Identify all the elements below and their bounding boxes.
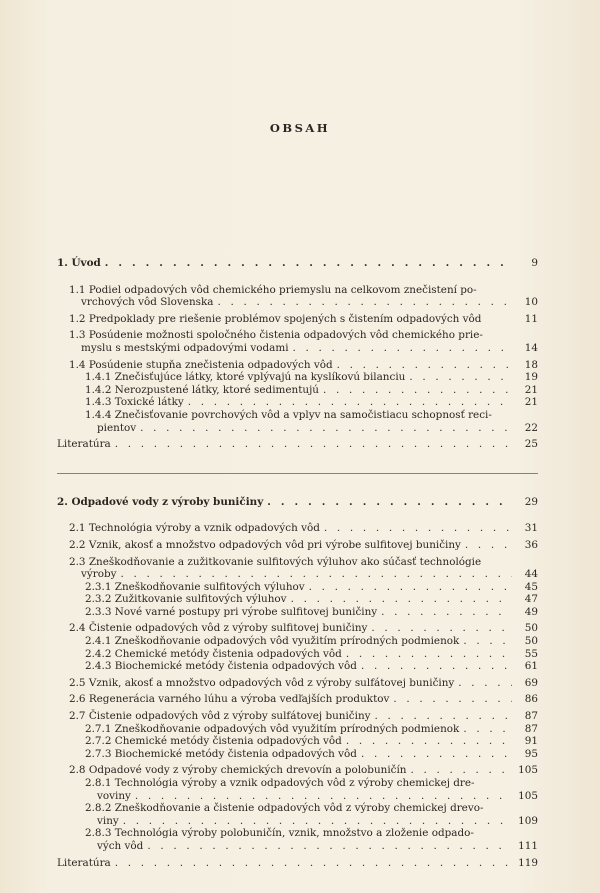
- dot-leader: [346, 735, 512, 748]
- toc-entry-text: 1.4 Posúdenie stupňa znečistenia odpadových vôd: [69, 358, 333, 371]
- toc-entry-text: 2.6 Regenerácia varného lúhu a výroba vedľajších produktov: [69, 693, 390, 706]
- toc-entry: [57, 359, 538, 372]
- toc-chapter: [57, 257, 538, 270]
- page-number: 86: [524, 693, 538, 706]
- toc-entry: [57, 748, 538, 761]
- dot-leader: [135, 790, 512, 803]
- toc-entry-text: 2.4.1 Zneškodňovanie odpadových vôd využitím prírodných podmienok: [85, 635, 460, 648]
- toc-entry-text: 2.4.3 Biochemické metódy čistenia odpadových vôd: [85, 660, 357, 673]
- table-of-contents: [57, 257, 538, 869]
- toc-entry-text: 2.1 Technológia výroby a vznik odpadových vôd: [69, 522, 320, 535]
- page-number: 119: [518, 856, 538, 869]
- toc-entry: [57, 409, 538, 434]
- dot-leader: [309, 581, 512, 594]
- page-number: 95: [524, 747, 538, 760]
- toc-entry: [57, 660, 538, 673]
- toc-entry-text: 1.4.4 Znečisťovanie povrchových vôd a vplyv na samočistiacu schopnosť reci-: [85, 408, 492, 421]
- toc-entry-text: myslu s mestskými odpadovými vodami: [81, 341, 289, 354]
- page-number: 105: [518, 789, 538, 802]
- toc-entry-text: 2.7.1 Zneškodňovanie odpadových vôd využitím prírodných podmienok: [85, 722, 460, 735]
- toc-entry-text: 2.4 Čistenie odpadových vôd z výroby sulfitovej buničiny: [69, 622, 368, 635]
- dot-leader: [123, 815, 512, 828]
- page-number: 45: [524, 580, 538, 593]
- page-number: 91: [524, 735, 538, 748]
- toc-entry: [57, 735, 538, 748]
- toc-entry-text: 2. Odpadové vody z výroby buničiny: [57, 495, 264, 508]
- page-number: 47: [524, 593, 538, 606]
- toc-entry: [57, 606, 538, 619]
- page-number: 111: [518, 839, 538, 852]
- dot-leader: [361, 660, 512, 673]
- toc-entry-text: výroby: [81, 568, 117, 581]
- toc-entry-text: 2.5 Vznik, akosť a množstvo odpadových vôd z výroby sulfátovej buničiny: [69, 676, 455, 689]
- dot-leader: [323, 384, 512, 397]
- dot-leader: [337, 359, 512, 372]
- toc-entry-text: 2.8 Odpadové vody z výroby chemických drevovín a polobuničín: [69, 764, 407, 777]
- toc-entry-text: 2.7.2 Chemické metódy čistenia odpadových vôd: [85, 735, 342, 748]
- page-number: 109: [518, 814, 538, 827]
- dot-leader: [147, 840, 512, 853]
- dot-leader: [458, 677, 512, 690]
- toc-entry-text: 2.7 Čistenie odpadových vôd z výroby sulfátovej buničiny: [69, 710, 371, 723]
- dot-leader: [115, 438, 512, 451]
- page-number: 105: [518, 764, 538, 777]
- dot-leader: [409, 371, 512, 384]
- toc-entry-text: vrchových vôd Slovenska: [81, 296, 214, 309]
- page-number: 31: [524, 522, 538, 535]
- toc-entry-text: Literatúra: [57, 856, 111, 869]
- page-number: 21: [524, 383, 538, 396]
- toc-entry-text: 1.4.3 Toxické látky: [85, 396, 184, 409]
- toc-entry-text: 2.8.3 Technológia výroby polobuničín, vznik, množstvo a zloženie odpado-: [85, 827, 474, 840]
- toc-literature: [57, 438, 538, 451]
- toc-entry-text: 1.1 Podiel odpadových vôd chemického priemyslu na celkovom znečistení po-: [69, 283, 477, 296]
- toc-entry-text: 1. Úvod: [57, 257, 101, 269]
- toc-entry: [57, 635, 538, 648]
- toc-entry-text: 1.2 Predpoklady pre riešenie problémov spojených s čistením odpadových vôd: [69, 312, 482, 325]
- toc-entry-text: 2.8.1 Technológia výroby a vznik odpadových vôd z výroby chemickej dre-: [85, 777, 475, 789]
- toc-entry-text: voviny: [97, 789, 131, 802]
- toc-literature: [57, 857, 538, 870]
- dot-leader: [410, 764, 512, 777]
- toc-entry-text: 2.4.2 Chemické metódy čistenia odpadových vôd: [85, 647, 342, 660]
- dot-leader: [140, 422, 512, 435]
- dot-leader: [267, 496, 512, 509]
- toc-entry: [57, 593, 538, 606]
- page-number: 9: [531, 257, 538, 269]
- toc-entry: [57, 764, 538, 777]
- page-number: 55: [524, 647, 538, 660]
- toc-entry: [57, 313, 538, 326]
- page-number: 50: [524, 635, 538, 648]
- dot-leader: [361, 748, 512, 761]
- dot-leader: [371, 622, 512, 635]
- toc-chapter: [57, 496, 538, 509]
- toc-entry-text: 1.4.2 Nerozpustené látky, ktoré sedimentujú: [85, 383, 319, 396]
- page-number: 22: [524, 421, 538, 434]
- toc-entry-text: 2.8.2 Zneškodňovanie a čistenie odpadových vôd z výroby chemickej drevo-: [85, 802, 484, 815]
- toc-entry: [57, 371, 538, 384]
- spacer: [57, 508, 538, 522]
- page-number: 29: [524, 495, 538, 508]
- toc-entry-text: 1.4.1 Znečisťujúce látky, ktoré vplývajú na kyslíkovú bilanciu: [85, 371, 406, 384]
- toc-entry-text: 2.3.1 Zneškodňovanie sulfitových výluhov: [85, 580, 305, 593]
- page-number: 87: [524, 722, 538, 735]
- toc-entry: [57, 648, 538, 661]
- toc-entry: [57, 710, 538, 723]
- page-number: 61: [524, 660, 538, 673]
- dot-leader: [375, 710, 512, 723]
- spacer: [57, 474, 538, 496]
- toc-entry: [57, 827, 538, 852]
- dot-leader: [346, 648, 512, 661]
- toc-entry-text: 2.3.3 Nové varné postupy pri výrobe sulfitovej buničiny: [85, 605, 378, 618]
- page-number: 69: [524, 676, 538, 689]
- page-number: 50: [524, 622, 538, 635]
- page-number: 36: [524, 538, 538, 551]
- dot-leader: [381, 606, 512, 619]
- page-number: 49: [524, 605, 538, 618]
- toc-entry: [57, 522, 538, 535]
- page-number: 19: [524, 371, 538, 384]
- page-number: 21: [524, 396, 538, 409]
- dot-leader: [463, 723, 512, 736]
- toc-entry: [57, 556, 538, 581]
- dot-leader: [217, 296, 512, 309]
- toc-entry: [57, 622, 538, 635]
- dot-leader: [188, 396, 512, 409]
- toc-entry: [57, 284, 538, 309]
- toc-entry: [57, 581, 538, 594]
- page-number: 10: [524, 296, 538, 309]
- page-number: 11: [524, 312, 538, 325]
- toc-entry-text: pientov: [97, 421, 137, 434]
- toc-entry-text: Literatúra: [57, 438, 111, 451]
- toc-entry-text: viny: [97, 814, 119, 827]
- toc-entry: [57, 723, 538, 736]
- dot-leader: [393, 693, 512, 706]
- toc-entry-text: 2.3 Zneškodňovanie a zužitkovanie sulfitových výluhov ako súčasť technológie: [69, 555, 482, 568]
- toc-entry: [57, 329, 538, 354]
- toc-entry-text: 2.7.3 Biochemické metódy čistenia odpadových vôd: [85, 747, 357, 760]
- spacer: [57, 270, 538, 284]
- dot-leader: [463, 635, 512, 648]
- dot-leader: [115, 857, 512, 870]
- dot-leader: [291, 593, 512, 606]
- page-number: 87: [524, 710, 538, 723]
- page-number: 44: [524, 568, 538, 581]
- toc-entry: [57, 777, 538, 802]
- toc-entry: [57, 677, 538, 690]
- toc-entry: [57, 802, 538, 827]
- toc-entry-text: 2.3.2 Zužitkovanie sulfitových výluhov: [85, 593, 287, 606]
- toc-entry: [57, 539, 538, 552]
- toc-entry: [57, 693, 538, 706]
- toc-entry-text: vých vôd: [97, 839, 144, 852]
- dot-leader: [324, 522, 512, 535]
- toc-entry: [57, 396, 538, 409]
- toc-entry-text: 2.2 Vznik, akosť a množstvo odpadových vôd pri výrobe sulfitovej buničiny: [69, 538, 461, 551]
- dot-leader: [465, 539, 512, 552]
- toc-entry: [57, 384, 538, 397]
- page-number: 25: [524, 438, 538, 451]
- toc-entry-text: 1.3 Posúdenie možnosti spoločného čistenia odpadových vôd chemického prie-: [69, 329, 483, 342]
- page-number: 14: [524, 341, 538, 354]
- spacer: [57, 451, 538, 465]
- dot-leader: [293, 342, 512, 355]
- dot-leader: [121, 568, 513, 581]
- dot-leader: [105, 257, 512, 270]
- page-number: 18: [524, 358, 538, 371]
- page-title: OBSAH: [269, 121, 331, 135]
